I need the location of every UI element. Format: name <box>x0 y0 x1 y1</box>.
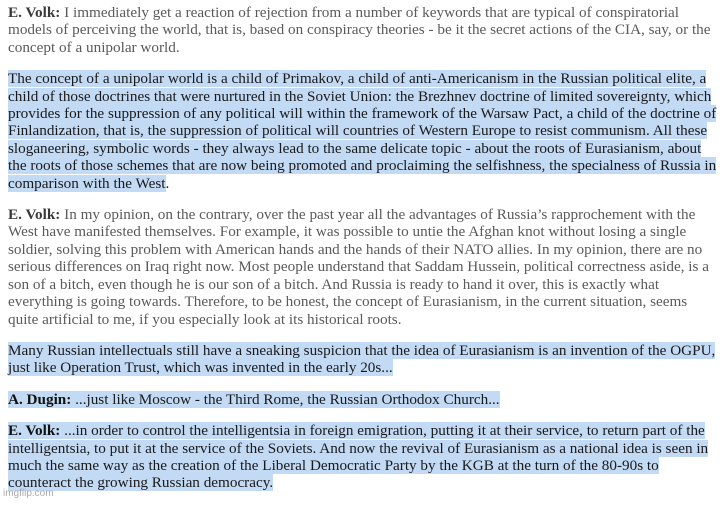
paragraph-selected-volk-3[interactable] <box>8 422 719 492</box>
paragraph-selected-unipolar[interactable] <box>8 70 719 192</box>
imgflip-watermark: imgflip.com <box>3 488 54 499</box>
speaker-label: E. Volk: <box>8 422 61 440</box>
paragraph-volk-2 <box>8 206 719 328</box>
selected-text: Many Russian intellectuals still have a sneaking suspicion that the idea of Eurasianism is an invention of the OGPU, just like Operation Trust, which was invented in the early 20s... <box>8 341 716 377</box>
speaker-label: E. Volk: <box>8 4 61 21</box>
speaker-label: A. Dugin: <box>8 390 72 408</box>
speaker-label: E. Volk: <box>8 206 61 224</box>
paragraph-tail: . <box>165 174 170 192</box>
paragraph-volk-1 <box>8 4 719 56</box>
document-body <box>8 4 719 506</box>
paragraph-selected-dugin[interactable] <box>8 391 719 408</box>
paragraph-text: In my opinion, on the contrary, over the past year all the advantages of Russia’s rapprochement with the West have manifested themselves. For example, it was possible to untie the Afghan knot without losing a single soldier, solving this problem with American hands and the hands of their NATO allies. In my opinion, there are no serious differences on Iraq right now. Most people understand that Saddam Hussein, political correctness aside, is a son of a bitch, even though he is our son of a bitch. And Russia is ready to hand it over, this is exactly what everything is going towards. Therefore, to be honest, the concept of Eurasianism, in the current situation, seems quite artificial to me, if you especially look at its historical roots. <box>8 206 709 328</box>
paragraph-text: I immediately get a reaction of rejection from a number of keywords that are typical of conspiratorial models of perceiving the world, that is, based on conspiracy theories - be it the secret actions of the CIA, say, or the concept of a unipolar world. <box>8 4 711 56</box>
paragraph-selected-ogpu[interactable] <box>8 342 719 377</box>
selected-text: ...just like Moscow - the Third Rome, the Russian Orthodox Church... <box>71 390 500 408</box>
selected-text: The concept of a unipolar world is a child of Primakov, a child of anti-Americanism in the Russian political elite, a child of those doctrines that were nurtured in the Soviet Union: the Brezhnev doctrine of limited sovereignty, which provides for the suppression of any political will within the framework of the Warsaw Pact, a child of the doctrine of Finlandization, that is, the suppression of political will countries of Western Europe to resist communism. All these sloganeering, symbolic words - they always lead to the same delicate topic - about the roots of Eurasianism, about the roots of those schemes that are now being promoted and proclaiming the selfishness, the specialness of Russia in comparison with the West <box>8 70 717 192</box>
selected-text: ...in order to control the intelligentsia in foreign emigration, putting it at their service, to return part of the intelligentsia, to put it at the service of the Soviets. And now the revival of Eurasianism as a national idea is seen in much the same way as the creation of the Liberal Democratic Party by the KGB at the turn of the 80-90s to counteract the growing Russian democracy. <box>8 422 709 492</box>
